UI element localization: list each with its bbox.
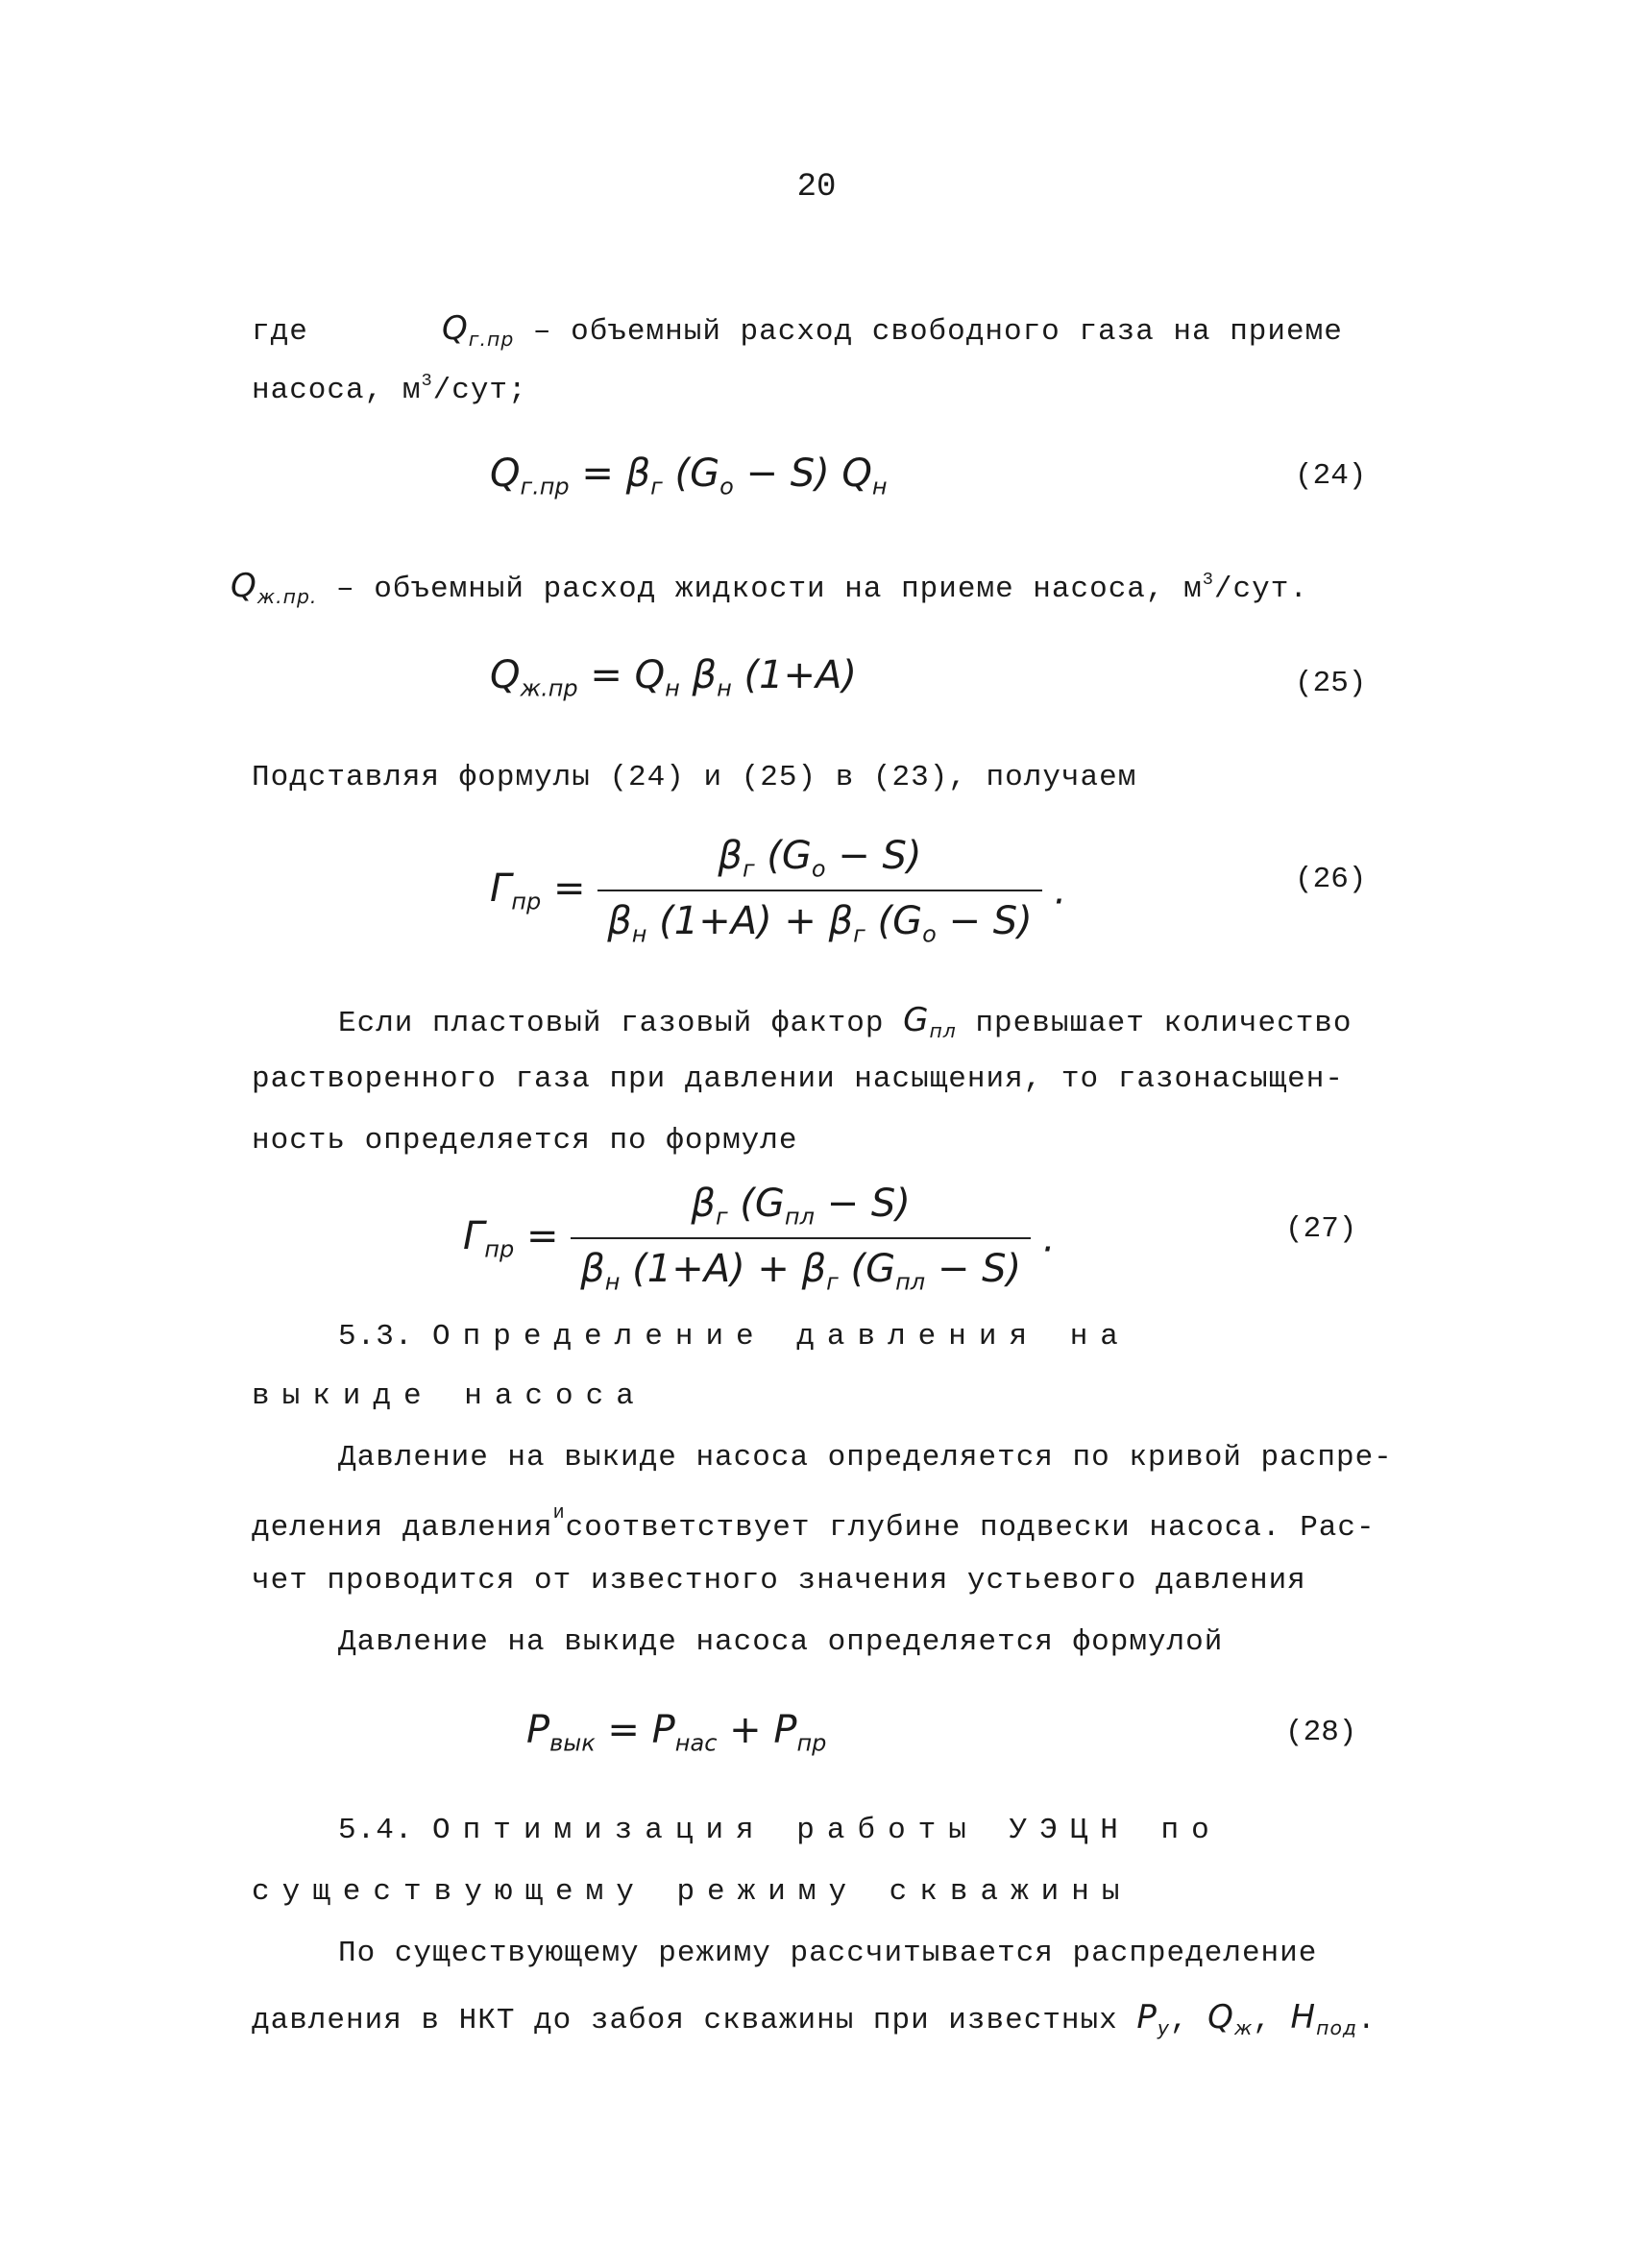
p4-line-1: Если пластовый газовый фактор $G_{пл}$ превышает количество [338, 1001, 1353, 1043]
pump-word: насоса, [252, 374, 384, 408]
section-5-3-title-1: Определение давления на [432, 1320, 1131, 1353]
equation-27-number: (27) [1285, 1212, 1357, 1246]
equation-26: $Г_{пр}$ = $\frac{\beta_г (G_о - S)}{\beta_н (1+A) + \beta_г (G_о - S)}$ . [490, 834, 1067, 948]
section-5-3-title-2: выкиде насоса [252, 1379, 646, 1413]
section-5-4-number: 5.4. [338, 1814, 414, 1847]
equation-25: $Q_{ж.пр} = Q_н$ $\beta_н$ (1+A) [490, 653, 858, 702]
section-5-3-heading-line-1 [338, 1320, 1131, 1353]
equation-27: $Г_{пр}$ = $\frac{\beta_г (G_{пл} - S)}{\beta_н (1+A) + \beta_г (G_{пл} - S)}$ . [463, 1182, 1056, 1296]
unit-m3-per-day: $м^3$/сут; [402, 371, 527, 408]
gpl-symbol: $G_{пл}$ [903, 1001, 957, 1043]
p4-line-2: растворенного газа при давлении насыщения, то газонасыщен- [252, 1062, 1344, 1096]
qzh-description: – объемный расход жидкости на приеме насоса, [335, 573, 1165, 606]
hpod-symbol: $H_{под}$ [1290, 1998, 1358, 2040]
p5-line-4: Давление на выкиде насоса определяется формулой [338, 1625, 1224, 1659]
py-symbol: $P_у$ [1136, 1998, 1170, 2040]
unit-m3-per-day-2: $м^3$/сут. [1183, 569, 1308, 606]
where-line [252, 309, 1343, 351]
eq26-denominator: $\beta_н$ $(1+A) + \beta_г$ $(G_о - S)$ [607, 899, 1033, 948]
eq27-lhs: $Г_{пр}$ = [463, 1214, 559, 1263]
qgpr-symbol: $Q_{г.пр}$ [442, 309, 515, 352]
equation-24: $Q_{г.пр} = \beta_г$ $(G_о - S)$ $Q_н$ [490, 451, 888, 500]
handwritten-insert: и [552, 1502, 566, 1524]
equation-24-number: (24) [1295, 459, 1367, 493]
p5-line-1: Давление на выкиде насоса определяется по кривой распре- [338, 1441, 1393, 1475]
eq27-fraction [571, 1182, 1031, 1296]
section-5-4-title-1: Оптимизация работы УЭЦН по [432, 1814, 1222, 1847]
section-5-3-number: 5.3. [338, 1320, 414, 1353]
section-5-4-title-2: существующему режиму скважины [252, 1875, 1133, 1909]
page-number: 20 [796, 169, 837, 206]
equation-26-number: (26) [1295, 863, 1367, 896]
units-line [252, 371, 527, 407]
p6-line-2: давления в НКТ до забоя скважины при известных $P_у$, $Q_ж$, $H_{под}$. [252, 1998, 1377, 2040]
p5-line-3: чет проводится от известного значения устьевого давления [252, 1564, 1306, 1597]
eq26-fraction [597, 834, 1042, 948]
section-5-3-heading-line-2 [252, 1379, 646, 1413]
qzh-symbol: $Q_{ж.пр.}$ [231, 567, 318, 609]
eq27-denominator: $\beta_н$ $(1+A) + \beta_г$ $(G_{пл} - S)$ [580, 1247, 1022, 1296]
equation-28: $P_{вык} = P_{нас} + P_{пр}$ [526, 1708, 827, 1757]
equation-28-number: (28) [1285, 1716, 1357, 1749]
where-word: где [252, 315, 308, 349]
p6-line-1: По существующему режиму рассчитывается распределение [338, 1937, 1318, 1970]
eq27-numerator: $\beta_г$ $(G_{пл} - S)$ [691, 1182, 911, 1231]
qzh-symbol-2: $Q_ж$ [1207, 1998, 1254, 2040]
substitution-line: Подставляя формулы (24) и (25) в (23), получаем [252, 761, 1137, 794]
eq26-lhs: $Г_{пр}$ = [490, 866, 586, 915]
qzh-line [231, 567, 1308, 608]
p4-line-3: ность определяется по формуле [252, 1124, 798, 1158]
section-5-4-heading-line-1 [338, 1814, 1222, 1847]
eq26-numerator: $\beta_г$ $(G_о - S)$ [718, 834, 922, 883]
equation-25-number: (25) [1295, 667, 1367, 700]
section-5-4-heading-line-2 [252, 1875, 1133, 1909]
p5-line-2: деления давления$^и$соответствует глубине подвески насоса. Рас- [252, 1502, 1376, 1545]
qgpr-description: – объемный расход свободного газа на приеме [532, 315, 1343, 349]
